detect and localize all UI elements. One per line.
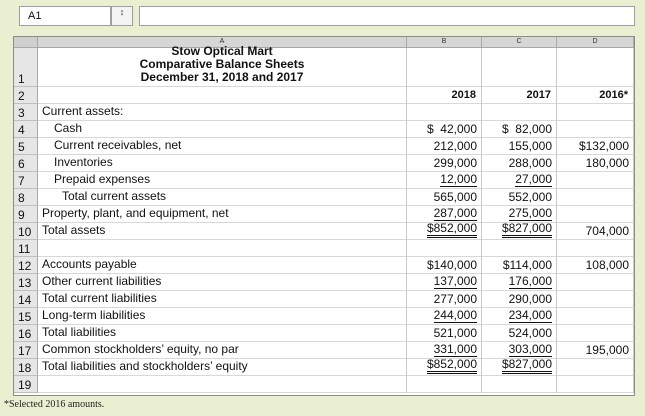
amount-value: 277,000 xyxy=(433,292,477,306)
amount-cell-v2017[interactable] xyxy=(482,257,557,274)
row-header-9[interactable]: 9 xyxy=(14,206,38,223)
amount-cell-v2016[interactable] xyxy=(557,240,634,257)
amount-value: 521,000 xyxy=(433,326,477,340)
column-header-b[interactable]: B xyxy=(407,37,482,48)
amount-value: 299,000 xyxy=(433,156,477,170)
line-item-label[interactable]: Cash xyxy=(38,121,407,138)
line-item-label[interactable]: Long-term liabilities xyxy=(38,308,407,325)
amount-value: $ 42,000 xyxy=(426,122,477,136)
amount-value: 275,000 xyxy=(508,206,552,220)
amount-cell-v2017[interactable] xyxy=(482,172,557,189)
line-item-label[interactable]: Prepaid expenses xyxy=(38,172,407,189)
column-header-a[interactable]: A xyxy=(38,37,407,48)
amount-cell-v2016[interactable] xyxy=(557,308,634,325)
row-header-4[interactable]: 4 xyxy=(14,121,38,138)
line-item-label[interactable]: Inventories xyxy=(38,155,407,172)
amount-cell-v2017[interactable] xyxy=(482,189,557,206)
row-header-14[interactable]: 14 xyxy=(14,291,38,308)
amount-value: $827,000 xyxy=(502,358,552,374)
amount-cell-v2016[interactable] xyxy=(557,359,634,376)
line-item-label[interactable]: Common stockholders’ equity, no par xyxy=(38,342,407,359)
amount-cell-v2018[interactable] xyxy=(407,189,482,206)
amount-cell-v2017[interactable] xyxy=(482,291,557,308)
year-header-2[interactable]: 2016* xyxy=(557,87,634,104)
footnote: *Selected 2016 amounts. xyxy=(4,399,105,410)
amount-cell-v2018[interactable] xyxy=(407,121,482,138)
amount-value: 195,000 xyxy=(585,343,629,357)
amount-value: 176,000 xyxy=(508,274,552,288)
amount-cell-v2017[interactable] xyxy=(482,240,557,257)
line-item-label[interactable] xyxy=(38,376,407,393)
amount-value: 212,000 xyxy=(433,139,477,153)
line-item-label[interactable]: Current receivables, net xyxy=(38,138,407,155)
row-header-2[interactable]: 2 xyxy=(14,87,38,104)
amount-cell-v2018[interactable] xyxy=(407,223,482,240)
amount-value: $852,000 xyxy=(427,222,477,238)
row-header-7[interactable]: 7 xyxy=(14,172,38,189)
row-header-18[interactable]: 18 xyxy=(14,359,38,376)
amount-cell-v2017[interactable] xyxy=(482,104,557,121)
amount-cell-v2018[interactable] xyxy=(407,155,482,172)
year-header-1[interactable]: 2017 xyxy=(482,87,557,104)
line-item-label[interactable]: Property, plant, and equipment, net xyxy=(38,206,407,223)
amount-cell-v2016[interactable] xyxy=(557,189,634,206)
amount-value: 287,000 xyxy=(433,206,477,220)
amount-value: 234,000 xyxy=(508,308,552,322)
amount-cell-v2016[interactable] xyxy=(557,138,634,155)
row-header-10[interactable]: 10 xyxy=(14,223,38,240)
worksheet-grid[interactable] xyxy=(13,36,635,396)
amount-cell-v2017[interactable] xyxy=(482,359,557,376)
amount-cell-v2016[interactable] xyxy=(557,121,634,138)
line-item-label[interactable] xyxy=(38,240,407,257)
row-header-15[interactable]: 15 xyxy=(14,308,38,325)
year-header-0[interactable]: 2018 xyxy=(407,87,482,104)
amount-cell-v2017[interactable] xyxy=(482,223,557,240)
amount-cell-v2016[interactable] xyxy=(557,325,634,342)
amount-cell-v2016[interactable] xyxy=(557,376,634,393)
cell[interactable] xyxy=(482,48,557,87)
formula-input[interactable] xyxy=(139,6,635,26)
amount-value: $852,000 xyxy=(427,358,477,374)
cell[interactable] xyxy=(407,48,482,87)
amount-cell-v2018[interactable] xyxy=(407,240,482,257)
amount-value: 180,000 xyxy=(585,156,629,170)
amount-cell-v2018[interactable] xyxy=(407,291,482,308)
amount-value: 155,000 xyxy=(508,139,552,153)
amount-cell-v2016[interactable] xyxy=(557,104,634,121)
amount-value: 244,000 xyxy=(433,308,477,322)
amount-cell-v2016[interactable] xyxy=(557,291,634,308)
column-header-c[interactable]: C xyxy=(482,37,557,48)
amount-cell-v2018[interactable] xyxy=(407,376,482,393)
amount-cell-v2018[interactable] xyxy=(407,138,482,155)
amount-value: 108,000 xyxy=(585,258,629,272)
amount-cell-v2018[interactable] xyxy=(407,104,482,121)
name-box[interactable]: A1 xyxy=(19,6,111,26)
amount-value: $140,000 xyxy=(426,258,477,272)
cell[interactable] xyxy=(557,48,634,87)
title-company: Stow Optical Mart xyxy=(171,44,273,58)
amount-cell-v2018[interactable] xyxy=(407,172,482,189)
line-item-label[interactable]: Total liabilities xyxy=(38,325,407,342)
row-header-11[interactable]: 11 xyxy=(14,240,38,257)
amount-cell-v2017[interactable] xyxy=(482,155,557,172)
amount-cell-v2016[interactable] xyxy=(557,155,634,172)
amount-value: $827,000 xyxy=(502,222,552,238)
amount-value: 552,000 xyxy=(508,190,552,204)
row-header-12[interactable]: 12 xyxy=(14,257,38,274)
amount-value: $ 82,000 xyxy=(501,122,552,136)
amount-cell-v2017[interactable] xyxy=(482,121,557,138)
amount-value: 704,000 xyxy=(585,224,629,238)
amount-value: $132,000 xyxy=(578,139,629,153)
amount-cell-v2017[interactable] xyxy=(482,138,557,155)
formula-bar-area xyxy=(0,0,645,32)
line-item-label[interactable]: Accounts payable xyxy=(38,257,407,274)
amount-cell-v2018[interactable] xyxy=(407,257,482,274)
row-header-3[interactable]: 3 xyxy=(14,104,38,121)
title-date: December 31, 2018 and 2017 xyxy=(140,70,304,84)
column-header-d[interactable]: D xyxy=(557,37,634,48)
amount-cell-v2018[interactable] xyxy=(407,308,482,325)
amount-cell-v2018[interactable] xyxy=(407,325,482,342)
amount-value: 137,000 xyxy=(433,274,477,288)
amount-value: 524,000 xyxy=(508,326,552,340)
amount-cell-v2017[interactable] xyxy=(482,325,557,342)
row-header-1[interactable]: 1 xyxy=(14,48,38,87)
row-header-17[interactable]: 17 xyxy=(14,342,38,359)
row-header-16[interactable]: 16 xyxy=(14,325,38,342)
row-header-6[interactable]: 6 xyxy=(14,155,38,172)
line-item-label[interactable]: Total current liabilities xyxy=(38,291,407,308)
amount-cell-v2018[interactable] xyxy=(407,274,482,291)
row-header-5[interactable]: 5 xyxy=(14,138,38,155)
cell[interactable] xyxy=(38,87,407,104)
amount-cell-v2017[interactable] xyxy=(482,308,557,325)
amount-value: 290,000 xyxy=(508,292,552,306)
statement-title-cell[interactable] xyxy=(38,44,407,87)
row-header-8[interactable]: 8 xyxy=(14,189,38,206)
row-header-13[interactable]: 13 xyxy=(14,274,38,291)
amount-cell-v2017[interactable] xyxy=(482,376,557,393)
amount-cell-v2016[interactable] xyxy=(557,206,634,223)
name-box-stepper-icon[interactable]: ↕ xyxy=(111,6,133,26)
select-all-corner[interactable] xyxy=(14,37,38,48)
line-item-label[interactable]: Other current liabilities xyxy=(38,274,407,291)
amount-value: 27,000 xyxy=(515,172,552,186)
amount-value: 331,000 xyxy=(433,342,477,356)
amount-cell-v2016[interactable] xyxy=(557,257,634,274)
amount-value: $114,000 xyxy=(502,258,552,272)
line-item-label[interactable]: Total assets xyxy=(38,223,407,240)
title-statement: Comparative Balance Sheets xyxy=(139,57,305,71)
amount-value: 303,000 xyxy=(508,342,552,356)
amount-value: 565,000 xyxy=(433,190,477,204)
amount-cell-v2016[interactable] xyxy=(557,342,634,359)
amount-value: 12,000 xyxy=(440,172,477,186)
row-header-19[interactable]: 19 xyxy=(14,376,38,393)
amount-cell-v2016[interactable] xyxy=(557,223,634,240)
amount-cell-v2016[interactable] xyxy=(557,274,634,291)
line-item-label[interactable]: Current assets: xyxy=(38,104,407,121)
line-item-label[interactable]: Total liabilities and stockholders’ equity xyxy=(38,359,407,376)
amount-cell-v2018[interactable] xyxy=(407,359,482,376)
amount-value: 288,000 xyxy=(508,156,552,170)
line-item-label[interactable]: Total current assets xyxy=(38,189,407,206)
amount-cell-v2017[interactable] xyxy=(482,274,557,291)
amount-cell-v2016[interactable] xyxy=(557,172,634,189)
